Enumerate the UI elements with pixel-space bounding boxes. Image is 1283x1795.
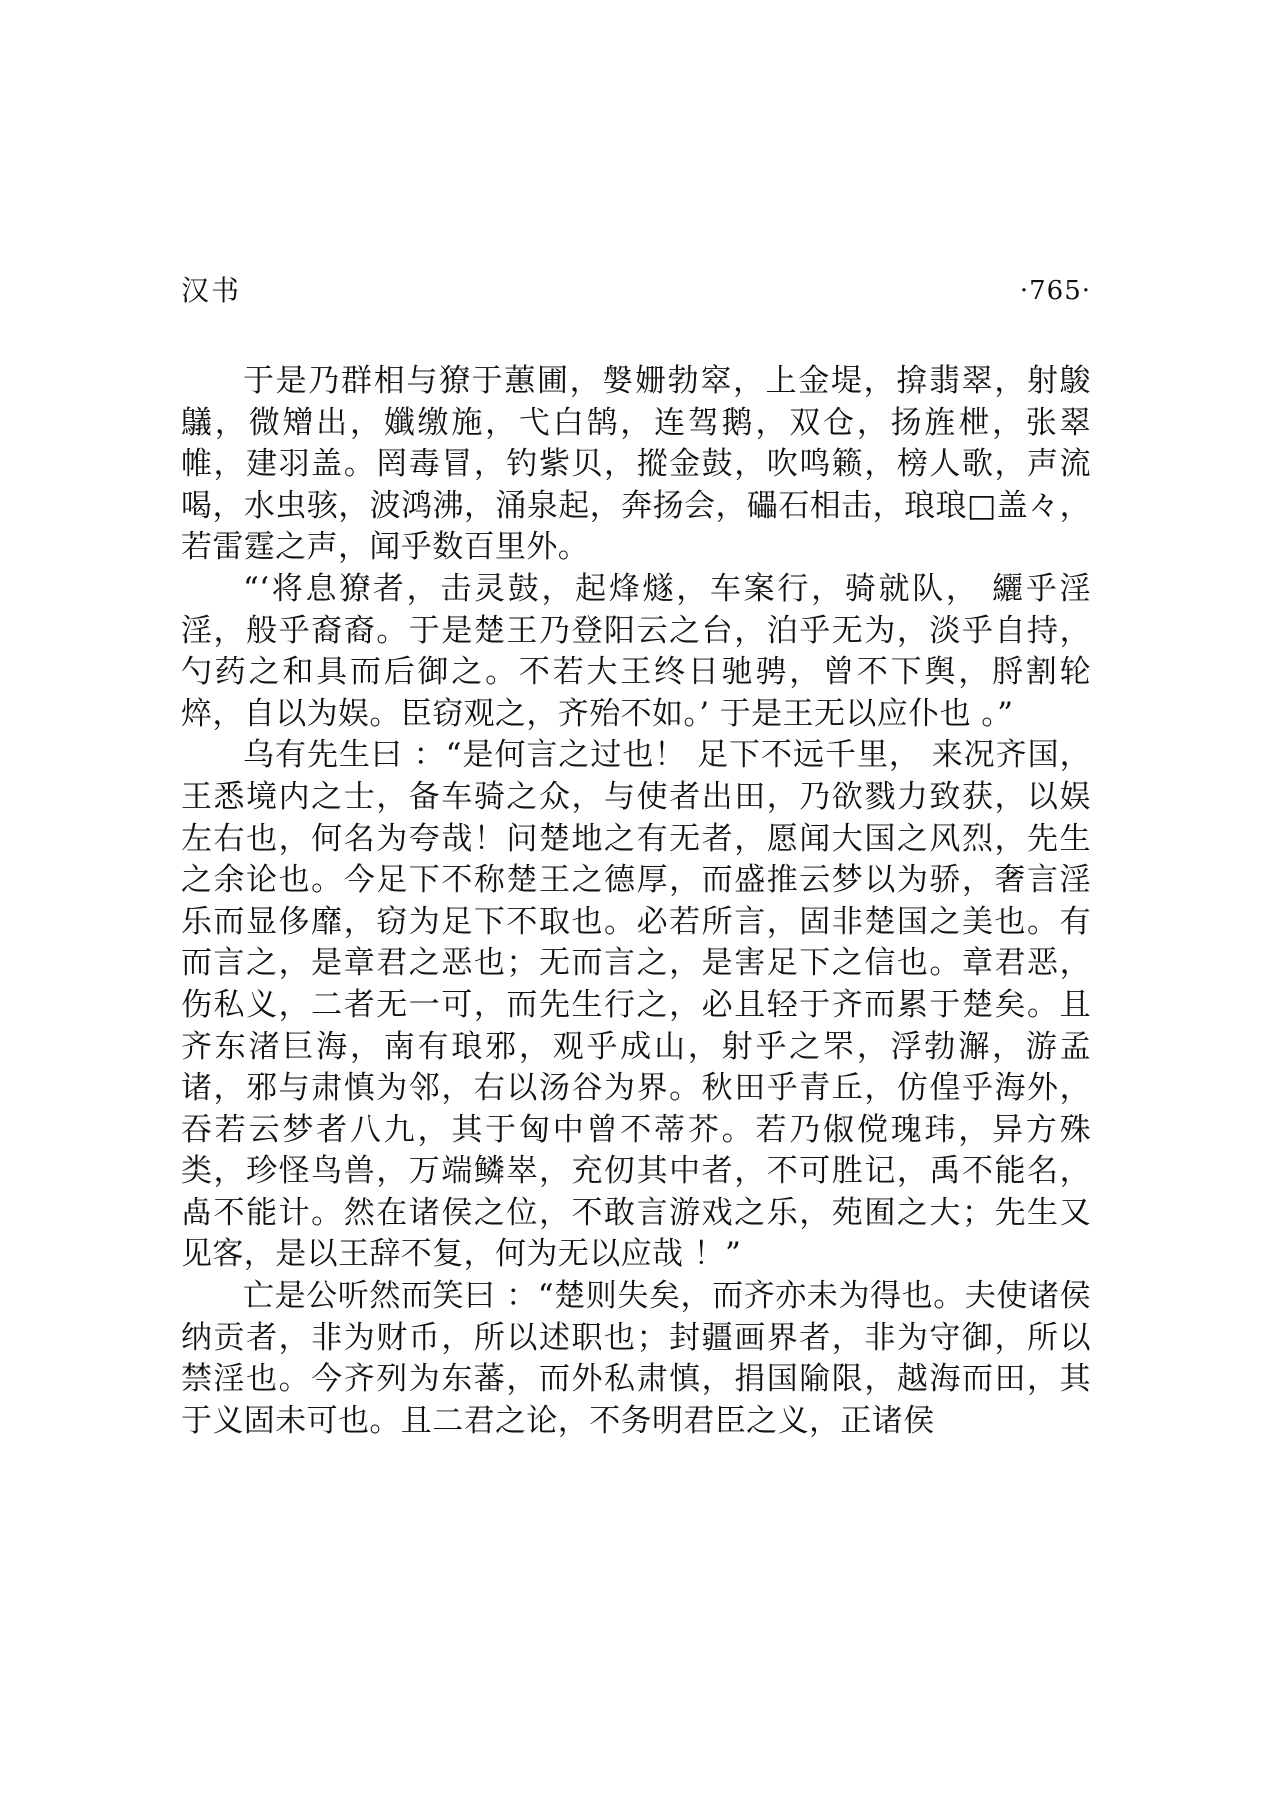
paragraph: 亡是公听然而笑曰 ：“楚则失矣，而齐亦未为得也。夫使诸侯纳贡者，非为财币，所以述职也；封疆画界者，非为守御，所以禁淫也。今齐列为东蕃，而外私肃慎，捐国隃限，越海而田，其于义固未可也。且二君之论，不务明君臣之义，正诸侯 bbox=[181, 1278, 1091, 1439]
page-number: ·765· bbox=[1019, 276, 1091, 306]
running-header bbox=[181, 271, 1091, 311]
paragraph: 于是乃群相与獠于蕙圃，媻姗勃窣，上金堤，揜翡翠，射鵔鸃，微矰出，孅缴施，弋白鹄，连驾鹅，双仓，扬旌枻，张翠帷，建羽盖。罔毒冒，钓紫贝，摐金鼓，吹鸣籁，榜人歌，声流喝，水虫骇，波鸿沸，涌泉起，奔扬会，礧石相击，琅琅□盖々，若雷霆之声，闻乎数百里外。 bbox=[181, 363, 1091, 566]
paragraph: 乌有先生曰 ：“是何言之过也！ 足下不远千里， 来况齐国，王悉境内之士，备车骑之众，与使者出田，乃欲戮力致获，以娱左右也，何名为夸哉！问楚地之有无者，愿闻大国之风烈，先生之余论也。今足下不称楚王之德厚，而盛推云梦以为骄，奢言淫乐而显侈靡，窃为足下不取也。必若所言，固非楚国之美也。有而言之，是章君之恶也；无而言之，是害足下之信也。章君恶，伤私义，二者无一可，而先生行之，必且轻于齐而累于楚矣。且齐东渚巨海，南有琅邪，观乎成山，射乎之罘，浮勃澥，游孟诸，邪与肃慎为邻，右以汤谷为界。秋田乎青丘，仿偟乎海外，吞若云梦者八九，其于匈中曾不蒂芥。若乃俶傥瑰玮，异方殊类，珍怪鸟兽，万端鳞崒，充仞其中者，不可胜记，禹不能名，卨不能计。然在诸侯之位，不敢言游戏之乐，苑囿之大；先生又见客，是以王辞不复，何为无以应哉 ！” bbox=[181, 737, 1091, 1273]
paragraph: “‘将息獠者，击灵鼓，起烽燧，车案行，骑就队， 纚乎淫淫，般乎裔裔。于是楚王乃登阳云之台，泊乎无为，淡乎自持，勺药之和具而后御之。不若大王终日驰骋，曾不下舆，脟割轮焠，自以为娱。臣窃观之，齐殆不如。’ 于是王无以应仆也 。” bbox=[181, 570, 1091, 732]
book-title: 汉书 bbox=[181, 274, 242, 307]
body-text bbox=[181, 361, 1091, 1442]
